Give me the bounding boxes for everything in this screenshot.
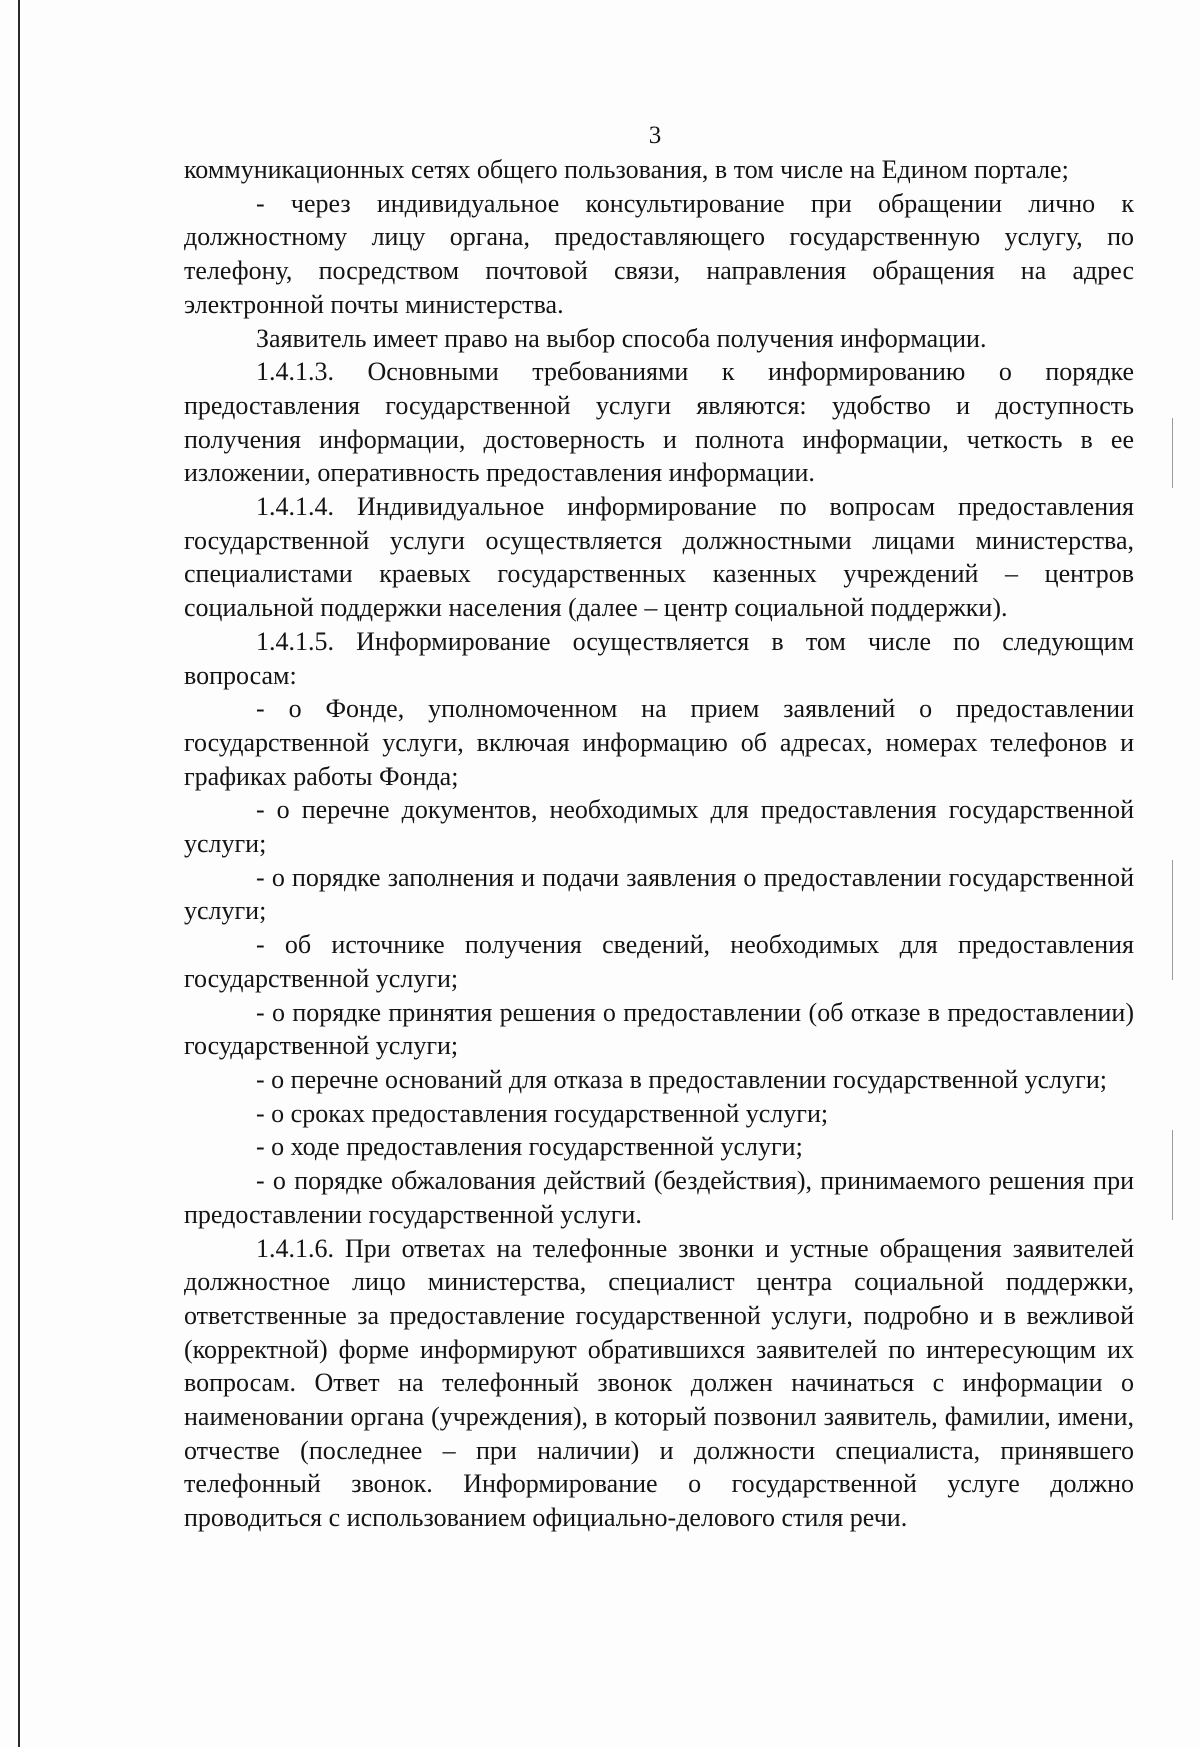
list-item: - о ходе предоставления государственной услуги; <box>256 1132 803 1162</box>
list-item: - о перечне оснований для отказа в предоставлении государственной услуги; <box>256 1064 1107 1094</box>
scan-border-line <box>18 0 20 1747</box>
scan-margin-mark <box>1172 1130 1173 1220</box>
page-number: 3 <box>648 122 662 149</box>
list-item: - о порядке заполнения и подачи заявления о предоставлении государственной услуги; <box>184 862 1134 926</box>
list-item: - об источнике получения сведений, необходимых для предоставления государственной услуги; <box>184 930 1134 993</box>
scan-margin-mark <box>1172 418 1173 488</box>
list-item: - о порядке обжалования действий (бездействия), принимаемого решения при предоставлении государственной услуги. <box>184 1166 1134 1229</box>
paragraph-1-4-1-6: 1.4.1.6. При ответах на телефонные звонки и устные обращения заявителей должностное лицо министерства, специалист центра социальной поддержки, ответственные за предоставление государственной услуги, подробно и в вежливой (корректной) форме информируют обратившихся заявителей по интересующим их вопросам. Ответ на телефонный звонок должен начинаться с информации о наименовании органа (учреждения), в который позвонил заявитель, фамилии, имени, отчестве (последнее – при наличии) и должности специалиста, принявшего телефонный звонок. Информирование о государственной услуге должно проводиться с использованием официально-делового стиля речи. <box>184 1233 1134 1533</box>
list-item: - о порядке принятия решения о предоставлении (об отказе в предоставлении) государственной услуги; <box>184 997 1134 1061</box>
paragraph: - через индивидуальное консультирование при обращении лично к должностному лицу органа, предоставляющего государственную услугу, по телефону, посредством почтовой связи, направления обращения на адрес электронной почты министерства. <box>184 188 1134 319</box>
document-body <box>184 153 1134 1535</box>
paragraph-1-4-1-5: 1.4.1.5. Информирование осуществляется в том числе по следующим вопросам: <box>184 626 1134 690</box>
list-item: - о Фонде, уполномоченном на прием заявлений о предоставлении государственной услуги, включая информацию об адресах, номерах телефонов и графиках работы Фонда; <box>184 694 1134 791</box>
list-item: - о перечне документов, необходимых для предоставления государственной услуги; <box>184 795 1134 859</box>
paragraph: Заявитель имеет право на выбор способа получения информации. <box>256 323 987 353</box>
paragraph-1-4-1-4: 1.4.1.4. Индивидуальное информирование по вопросам предоставления государственной услуги осуществляется должностными лицами министерства, специалистами краевых государственных казенных учреждений – центров социальной поддержки населения (далее – центр социальной поддержки). <box>184 492 1134 623</box>
list-item: - о сроках предоставления государственной услуги; <box>256 1098 829 1128</box>
scan-margin-mark <box>1172 860 1173 980</box>
paragraph-1-4-1-3: 1.4.1.3. Основными требованиями к информированию о порядке предоставления государственной услуги являются: удобство и доступность получения информации, достоверность и полнота информации, четкость в ее изложении, оперативность предоставления информации. <box>184 357 1134 488</box>
paragraph-continuation: коммуникационных сетях общего пользования, в том числе на Едином портале; <box>184 155 1069 184</box>
